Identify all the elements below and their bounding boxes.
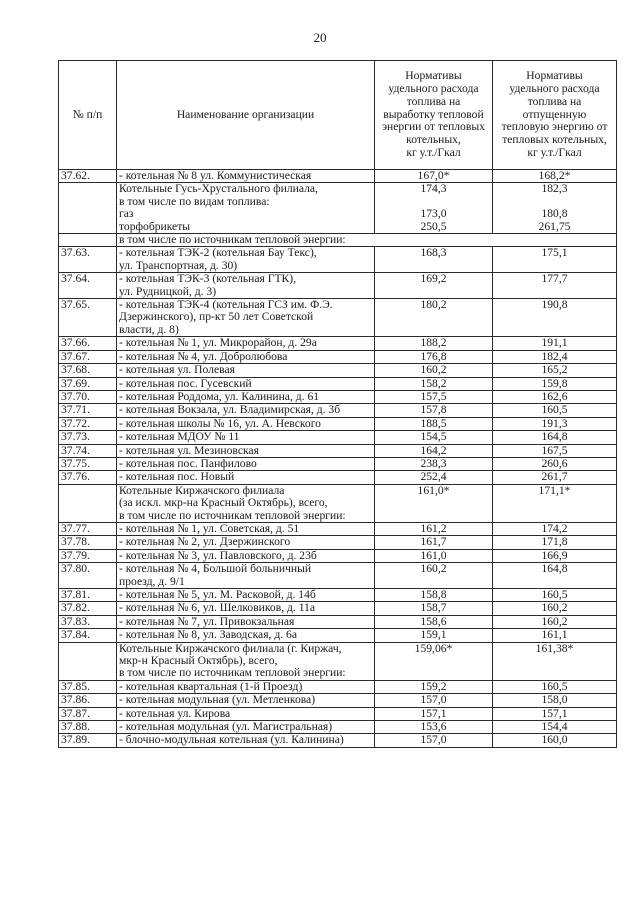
- text-line: 175,1: [541, 246, 568, 260]
- text-line: - котельная пос. Гусевский: [119, 376, 252, 390]
- table-row: [59, 707, 617, 720]
- row-number-cell: 37.88.: [59, 721, 117, 734]
- text-line: 161,7: [420, 535, 447, 549]
- text-line: 157,1: [420, 706, 447, 720]
- text-line: - котельная № 1, ул. Микрорайон, д. 29а: [119, 336, 317, 350]
- production-norm-cell: [375, 299, 493, 337]
- organization-cell: [117, 299, 375, 337]
- text-line: - котельная № 4, Большой больничный: [119, 562, 312, 576]
- table-row: [59, 536, 617, 549]
- text-line: 164,8: [541, 430, 568, 444]
- text-line: 162,6: [541, 389, 568, 403]
- text-line: 188,2: [420, 336, 447, 350]
- released-norm-cell: [493, 642, 617, 680]
- text-line: 161,0*: [417, 483, 450, 497]
- production-norm-cell: [375, 390, 493, 403]
- text-line: 168,3: [420, 246, 447, 260]
- text-line: в том числе по видам топлива:: [119, 194, 270, 208]
- text-line: тепловых котельных,: [502, 133, 607, 147]
- released-norm-cell: [493, 350, 617, 363]
- text-line: 176,8: [420, 349, 447, 363]
- released-norm-cell: [493, 629, 617, 642]
- released-norm-cell: [493, 377, 617, 390]
- production-norm-cell: [375, 183, 493, 234]
- text-line: - котельная № 8 ул. Коммунистическая: [119, 169, 312, 182]
- released-norm-cell: [493, 602, 617, 615]
- row-number-cell: 37.74.: [59, 444, 117, 457]
- production-norm-cell: [375, 273, 493, 299]
- table-row: [59, 721, 617, 734]
- text-line: Нормативы: [526, 69, 583, 83]
- organization-cell: [117, 457, 375, 470]
- text-line: 252,4: [420, 470, 447, 484]
- text-line: 160,5: [541, 403, 568, 417]
- production-norm-cell: [375, 589, 493, 602]
- table-row: [59, 299, 617, 337]
- table-row: [59, 549, 617, 562]
- organization-cell: [117, 549, 375, 562]
- production-norm-cell: [375, 694, 493, 707]
- organization-cell: [117, 589, 375, 602]
- table-row: [59, 563, 617, 589]
- header-production-norm: [375, 61, 493, 170]
- organization-cell: [117, 183, 375, 234]
- text-line: 164,2: [420, 443, 447, 457]
- text-line: 158,2: [420, 376, 447, 390]
- text-line: 180,8: [541, 207, 568, 221]
- released-norm-cell: [493, 390, 617, 403]
- production-norm-cell: [375, 721, 493, 734]
- text-line: 153,6: [420, 720, 447, 734]
- text-line: - котельная Роддома, ул. Калинина, д. 61: [119, 389, 320, 403]
- text-line: - котельная ТЭК-2 (котельная Бау Текс),: [119, 246, 317, 260]
- text-line: 161,38*: [535, 641, 574, 655]
- released-norm-cell: [493, 170, 617, 183]
- text-line: - котельная № 5, ул. М. Расковой, д. 14б: [119, 588, 316, 601]
- organization-cell: [117, 404, 375, 417]
- row-number-cell: 37.68.: [59, 364, 117, 377]
- text-line: - котельная пос. Панфилово: [119, 456, 257, 470]
- table-row: [59, 642, 617, 680]
- row-number-cell: [59, 484, 117, 522]
- text-line: газ: [119, 207, 134, 221]
- row-number-cell: 37.71.: [59, 404, 117, 417]
- production-norm-cell: [375, 337, 493, 350]
- text-line: выработку тепловой: [383, 107, 484, 121]
- released-norm-cell: [493, 694, 617, 707]
- production-norm-cell: [375, 734, 493, 747]
- table-row: [59, 273, 617, 299]
- text-line: - котельная пос. Новый: [119, 470, 235, 484]
- text-line: 167,0*: [417, 169, 450, 182]
- text-line: Котельные Киржачского филиала: [119, 483, 285, 497]
- text-line: 158,7: [420, 601, 447, 615]
- fuel-norms-table: [58, 60, 617, 748]
- text-line: мкр-н Красный Октябрь), всего,: [119, 654, 278, 668]
- text-line: 159,06*: [414, 641, 453, 655]
- table-row: [59, 680, 617, 693]
- header-released-norm: [493, 61, 617, 170]
- text-line: - котельная школы № 16, ул. А. Невского: [119, 416, 321, 430]
- text-line: 159,8: [541, 376, 568, 390]
- text-line: 157,0: [420, 693, 447, 707]
- row-number-cell: 37.86.: [59, 694, 117, 707]
- production-norm-cell: [375, 431, 493, 444]
- text-line: 167,5: [541, 443, 568, 457]
- text-line: - котельная № 7, ул. Привокзальная: [119, 614, 295, 628]
- section-label: в том числе по источникам тепловой энергии:: [117, 234, 617, 247]
- table-row: [59, 629, 617, 642]
- table-row: [59, 390, 617, 403]
- organization-cell: [117, 629, 375, 642]
- text-line: 191,3: [541, 416, 568, 430]
- page-number: 20: [313, 30, 327, 45]
- released-norm-cell: [493, 431, 617, 444]
- production-norm-cell: [375, 484, 493, 522]
- table-row: [59, 522, 617, 535]
- production-norm-cell: [375, 404, 493, 417]
- production-norm-cell: [375, 247, 493, 273]
- text-line: кг у.т./Гкал: [527, 145, 582, 159]
- text-line: топлива на: [527, 94, 582, 108]
- table-row: [59, 444, 617, 457]
- text-line: 160,2: [541, 601, 568, 615]
- production-norm-cell: [375, 350, 493, 363]
- text-line: 157,8: [420, 403, 447, 417]
- text-line: 182,3: [541, 182, 568, 196]
- text-line: 161,1: [541, 628, 568, 642]
- text-line: - котельная № 2, ул. Дзержинского: [119, 535, 291, 549]
- organization-cell: [117, 721, 375, 734]
- row-number-cell: 37.78.: [59, 536, 117, 549]
- text-line: 260,6: [541, 456, 568, 470]
- released-norm-cell: [493, 471, 617, 484]
- row-number-cell: 37.81.: [59, 589, 117, 602]
- text-line: 168,2*: [538, 169, 571, 182]
- row-number-cell: 37.85.: [59, 680, 117, 693]
- row-number-cell: 37.89.: [59, 734, 117, 747]
- table-row: [59, 404, 617, 417]
- text-line: Дзержинского), пр-кт 50 лет Советской: [119, 310, 314, 324]
- text-line: Нормативы: [405, 69, 462, 83]
- text-line: 160,5: [541, 679, 568, 693]
- row-number-cell: 37.62.: [59, 170, 117, 183]
- released-norm-cell: [493, 563, 617, 589]
- text-line: удельного расхода: [509, 82, 600, 95]
- text-line: 157,1: [541, 706, 568, 720]
- released-norm-cell: [493, 707, 617, 720]
- production-norm-cell: [375, 364, 493, 377]
- text-line: - котельная ТЭК-4 (котельная ГСЗ им. Ф.Э.: [119, 298, 333, 312]
- released-norm-cell: [493, 615, 617, 628]
- header-organization: Наименование организации: [117, 61, 375, 170]
- row-number-cell: 37.69.: [59, 377, 117, 390]
- production-norm-cell: [375, 602, 493, 615]
- organization-cell: [117, 417, 375, 430]
- production-norm-cell: [375, 536, 493, 549]
- organization-cell: [117, 522, 375, 535]
- table-row: [59, 615, 617, 628]
- text-line: - котельная № 6, ул. Шелковиков, д. 11а: [119, 601, 315, 615]
- text-line: проезд, д. 9/1: [119, 574, 185, 588]
- text-line: 160,0: [541, 733, 568, 747]
- organization-cell: [117, 390, 375, 403]
- organization-cell: [117, 273, 375, 299]
- organization-cell: [117, 536, 375, 549]
- text-line: 177,7: [541, 272, 568, 286]
- row-number-cell: 37.66.: [59, 337, 117, 350]
- text-line: 165,2: [541, 363, 568, 377]
- row-number-cell: 37.84.: [59, 629, 117, 642]
- text-line: - котельная № 3, ул. Павловского, д. 23б: [119, 548, 317, 562]
- text-line: - котельная квартальная (1-й Проезд): [119, 679, 303, 693]
- text-line: - котельная № 8, ул. Заводская, д. 6а: [119, 628, 297, 642]
- row-number-cell: 37.70.: [59, 390, 117, 403]
- row-number-cell: 37.75.: [59, 457, 117, 470]
- text-line: 166,9: [541, 548, 568, 562]
- released-norm-cell: [493, 589, 617, 602]
- production-norm-cell: [375, 629, 493, 642]
- table-row: [59, 234, 617, 247]
- production-norm-cell: [375, 680, 493, 693]
- production-norm-cell: [375, 170, 493, 183]
- row-number-cell: 37.79.: [59, 549, 117, 562]
- text-line: 191,1: [541, 336, 568, 350]
- text-line: в том числе по источникам тепловой энергии:: [119, 666, 346, 680]
- text-line: 154,5: [420, 430, 447, 444]
- production-norm-cell: [375, 707, 493, 720]
- text-line: торфобрикеты: [119, 219, 191, 233]
- row-number-cell: 37.72.: [59, 417, 117, 430]
- header-number: № п/п: [59, 61, 117, 170]
- text-line: - котельная модульная (ул. Магистральная): [119, 720, 333, 734]
- table-row: [59, 471, 617, 484]
- text-line: 188,5: [420, 416, 447, 430]
- text-line: 157,0: [420, 733, 447, 747]
- organization-cell: [117, 563, 375, 589]
- text-line: 159,2: [420, 679, 447, 693]
- production-norm-cell: [375, 563, 493, 589]
- row-number-cell: 37.82.: [59, 602, 117, 615]
- organization-cell: [117, 377, 375, 390]
- released-norm-cell: [493, 247, 617, 273]
- released-norm-cell: [493, 457, 617, 470]
- table-row: [59, 694, 617, 707]
- text-line: 171,1*: [538, 483, 571, 497]
- text-line: 250,5: [420, 219, 447, 233]
- text-line: кг у.т./Гкал: [406, 145, 461, 159]
- text-line: 158,0: [541, 693, 568, 707]
- table-body: [59, 170, 617, 748]
- text-line: - котельная ул. Мезиновская: [119, 443, 259, 457]
- table-row: [59, 364, 617, 377]
- production-norm-cell: [375, 615, 493, 628]
- row-number-cell: [59, 183, 117, 234]
- row-number-cell: 37.83.: [59, 615, 117, 628]
- organization-cell: [117, 444, 375, 457]
- organization-cell: [117, 350, 375, 363]
- text-line: 158,8: [420, 588, 447, 601]
- row-number-cell: 37.77.: [59, 522, 117, 535]
- text-line: - котельная модульная (ул. Метленкова): [119, 693, 316, 707]
- text-line: энергии от тепловых: [382, 120, 485, 134]
- released-norm-cell: [493, 273, 617, 299]
- text-line: 173,0: [420, 207, 447, 221]
- text-line: 174,2: [541, 521, 568, 535]
- released-norm-cell: [493, 484, 617, 522]
- text-line: отпущенную: [522, 107, 587, 121]
- released-norm-cell: [493, 734, 617, 747]
- text-line: ул. Транспортная, д. 30): [119, 258, 238, 272]
- text-line: - блочно-модульная котельная (ул. Калинина): [119, 733, 344, 747]
- text-line: 158,6: [420, 614, 447, 628]
- table-row: [59, 431, 617, 444]
- text-line: 159,1: [420, 628, 447, 642]
- organization-cell: [117, 431, 375, 444]
- organization-cell: [117, 680, 375, 693]
- organization-cell: [117, 364, 375, 377]
- text-line: 182,4: [541, 349, 568, 363]
- text-line: - котельная № 1, ул. Советская, д. 51: [119, 521, 300, 535]
- released-norm-cell: [493, 536, 617, 549]
- row-number-cell: 37.87.: [59, 707, 117, 720]
- text-line: 161,2: [420, 521, 447, 535]
- production-norm-cell: [375, 549, 493, 562]
- text-line: топлива на: [406, 94, 461, 108]
- table-row: [59, 377, 617, 390]
- released-norm-cell: [493, 721, 617, 734]
- table-row: [59, 602, 617, 615]
- text-line: в том числе по источникам тепловой энергии:: [119, 508, 346, 522]
- table-header-row: [59, 61, 617, 170]
- released-norm-cell: [493, 404, 617, 417]
- text-line: 154,4: [541, 720, 568, 734]
- text-line: 160,2: [420, 562, 447, 576]
- row-number-cell: 37.73.: [59, 431, 117, 444]
- text-line: 164,8: [541, 562, 568, 576]
- organization-cell: [117, 734, 375, 747]
- released-norm-cell: [493, 522, 617, 535]
- text-line: 261,7: [541, 470, 568, 484]
- table-row: [59, 170, 617, 183]
- text-line: тепловую энергию от: [501, 120, 608, 134]
- organization-cell: [117, 247, 375, 273]
- table-row: [59, 589, 617, 602]
- organization-cell: [117, 484, 375, 522]
- text-line: - котельная ул. Полевая: [119, 363, 235, 377]
- text-line: удельного расхода: [388, 82, 479, 95]
- organization-cell: [117, 615, 375, 628]
- row-number-cell: [59, 642, 117, 680]
- table-row: [59, 734, 617, 747]
- production-norm-cell: [375, 377, 493, 390]
- table-row: [59, 484, 617, 522]
- table-row: [59, 337, 617, 350]
- production-norm-cell: [375, 417, 493, 430]
- text-line: 160,2: [541, 614, 568, 628]
- row-number-cell: 37.63.: [59, 247, 117, 273]
- organization-cell: [117, 170, 375, 183]
- text-line: - котельная Вокзала, ул. Владимирская, д. 3б: [119, 403, 341, 417]
- organization-cell: [117, 602, 375, 615]
- text-line: 160,2: [420, 363, 447, 377]
- row-number-cell: 37.65.: [59, 299, 117, 337]
- text-line: 261,75: [538, 219, 571, 233]
- organization-cell: [117, 471, 375, 484]
- text-line: ул. Рудницкой, д. 3): [119, 284, 217, 298]
- released-norm-cell: [493, 417, 617, 430]
- table-row: [59, 247, 617, 273]
- row-number-cell: 37.64.: [59, 273, 117, 299]
- production-norm-cell: [375, 457, 493, 470]
- released-norm-cell: [493, 337, 617, 350]
- table-row: [59, 417, 617, 430]
- production-norm-cell: [375, 444, 493, 457]
- text-line: - котельная № 4, ул. Добролюбова: [119, 349, 288, 363]
- text-line: 180,2: [420, 298, 447, 312]
- released-norm-cell: [493, 364, 617, 377]
- released-norm-cell: [493, 183, 617, 234]
- released-norm-cell: [493, 444, 617, 457]
- row-number-cell: [59, 234, 117, 247]
- released-norm-cell: [493, 299, 617, 337]
- production-norm-cell: [375, 522, 493, 535]
- text-line: котельных,: [406, 133, 461, 147]
- table-row: [59, 457, 617, 470]
- released-norm-cell: [493, 680, 617, 693]
- text-line: 238,3: [420, 456, 447, 470]
- production-norm-cell: [375, 642, 493, 680]
- row-number-cell: 37.76.: [59, 471, 117, 484]
- text-line: власти, д. 8): [119, 322, 179, 336]
- organization-cell: [117, 707, 375, 720]
- text-line: Котельные Киржачского филиала (г. Киржач,: [119, 641, 342, 655]
- row-number-cell: 37.67.: [59, 350, 117, 363]
- organization-cell: [117, 642, 375, 680]
- production-norm-cell: [375, 471, 493, 484]
- organization-cell: [117, 337, 375, 350]
- text-line: 160,5: [541, 588, 568, 601]
- text-line: (за искл. мкр-на Красный Октябрь), всего,: [119, 496, 328, 510]
- text-line: 171,8: [541, 535, 568, 549]
- text-line: - котельная МДОУ № 11: [119, 430, 240, 444]
- text-line: Котельные Гусь-Хрустального филиала,: [119, 182, 318, 196]
- table-row: [59, 350, 617, 363]
- table-row: [59, 183, 617, 234]
- text-line: - котельная ТЭК-3 (котельная ГТК),: [119, 272, 297, 286]
- text-line: - котельная ул. Кирова: [119, 706, 231, 720]
- text-line: 157,5: [420, 389, 447, 403]
- text-line: 190,8: [541, 298, 568, 312]
- text-line: 161,0: [420, 548, 447, 562]
- row-number-cell: 37.80.: [59, 563, 117, 589]
- released-norm-cell: [493, 549, 617, 562]
- text-line: 169,2: [420, 272, 447, 286]
- organization-cell: [117, 694, 375, 707]
- text-line: 174,3: [420, 182, 447, 196]
